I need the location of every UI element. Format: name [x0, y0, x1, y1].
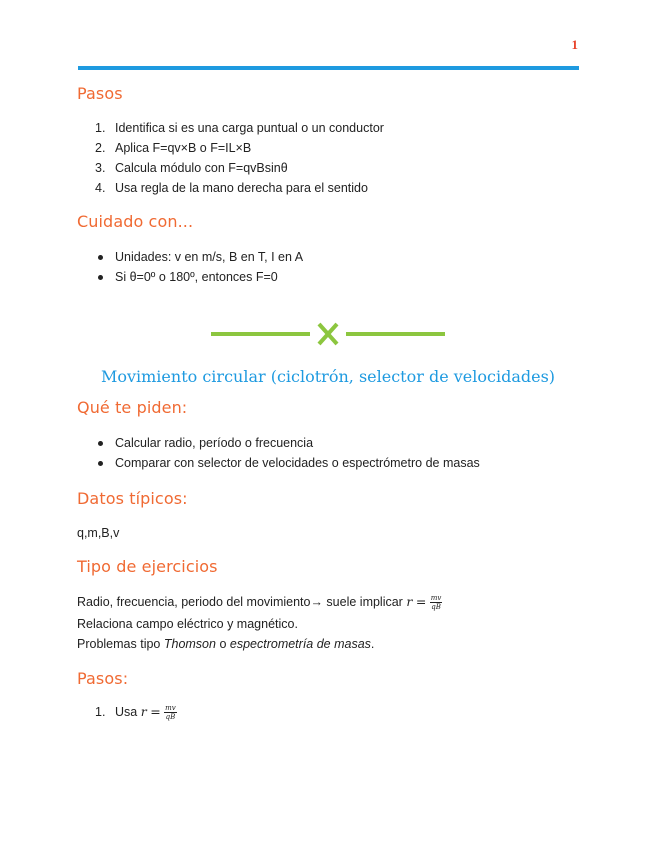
list-item: Si θ=0º o 180º, entonces F=0	[77, 267, 579, 287]
list-item: 4. Usa regla de la mano derecha para el sentido	[95, 181, 368, 195]
section-title-pasos-2: Pasos:	[77, 669, 129, 688]
list-item: 1. Identifica si es una carga puntual o un conductor	[95, 121, 384, 135]
header-rule	[78, 66, 579, 70]
close-x-icon	[313, 319, 343, 349]
list-item: 1. Usa r = $\frac{mv}{qB}$	[95, 704, 176, 722]
page-number: 1	[571, 37, 578, 52]
section-title-cuidado: Cuidado con...	[77, 212, 194, 231]
list-item: Calcular radio, período o frecuencia	[77, 433, 579, 453]
formula-lhs: r	[406, 594, 413, 609]
steps-list	[77, 118, 579, 198]
radius-formula: $\frac{mv}{qB}$	[430, 594, 442, 612]
section-title-pasos: Pasos	[77, 84, 123, 103]
typical-data: q,m,B,v	[77, 526, 120, 540]
section-divider	[77, 319, 579, 349]
section-title-tipo: Tipo de ejercicios	[77, 557, 218, 576]
section-title-que-te-piden: Qué te piden:	[77, 398, 188, 417]
caution-list	[77, 247, 579, 287]
section-title-datos: Datos típicos:	[77, 489, 188, 508]
requests-list	[77, 433, 579, 473]
exercise-type-line-2: Relaciona campo eléctrico y magnético.	[77, 617, 298, 631]
list-item: 2. Aplica F=qv×B o F=IL×B	[95, 141, 252, 155]
steps-list-2	[77, 702, 579, 722]
exercise-type-line-1: Radio, frecuencia, periodo del movimiento→ suele implicar r = $\frac{mv}{qB}$	[77, 594, 442, 612]
exercise-type-line-3: Problemas tipo Thomson o espectrometría de masas.	[77, 637, 375, 651]
list-item: 3. Calcula módulo con F=qvBsinθ	[95, 161, 288, 175]
list-item: Comparar con selector de velocidades o espectrómetro de masas	[77, 453, 579, 473]
list-item: Unidades: v en m/s, B en T, I en A	[77, 247, 579, 267]
topic-title: Movimiento circular (ciclotrón, selector de velocidades)	[100, 367, 556, 386]
document-content	[77, 84, 579, 722]
radius-formula: $\frac{mv}{qB}$	[165, 704, 176, 722]
